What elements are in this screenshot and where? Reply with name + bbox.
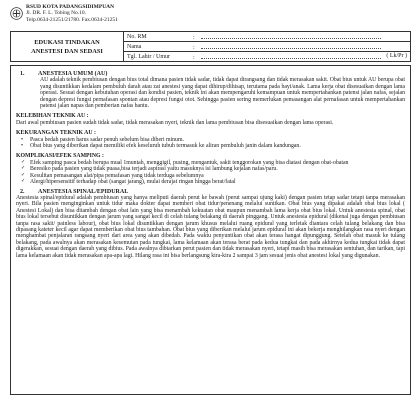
section-number: 2.: [20, 188, 25, 195]
hospital-logo-icon: [10, 7, 23, 20]
dotted-line: [201, 33, 381, 39]
hospital-address: Jl. DR. F. L. Tobing No.10.: [26, 10, 87, 17]
colon: :: [193, 44, 195, 51]
section-number: 1.: [20, 71, 25, 77]
hospital-header: [10, 4, 413, 31]
dotted-line: [201, 53, 381, 59]
patient-header-table: [10, 31, 411, 62]
list-item: ✓ Efek samping pasca bedah berupa mual 1muntah, menggigil, pusing, mengantuk, sakit tenggorokan yang bisa diatasi dengan obat-obatan: [30, 160, 405, 166]
hospital-name: RSUD KOTA PADANGSIDIMPUAN: [26, 4, 115, 10]
list-item: ✓ Alergi/hipersensitif terhadap obat (sangat jarang), mulai derajat ringan hingga berat/fatal: [30, 179, 405, 185]
colon: :: [193, 34, 195, 41]
nama-field[interactable]: [190, 42, 411, 52]
hospital-info: [26, 4, 118, 23]
content-box: [10, 65, 411, 395]
list-item: ✓ Beresiko pada pasien yang tidak puasa,bisa terjadi aspirasi yaitu masuknya isi lambung kejalan nafas/paru.: [30, 166, 405, 172]
colon: :: [193, 54, 195, 61]
section-heading: ANESTESIA SPINAL/EPIDURAL: [38, 188, 129, 195]
komplikasi-list: [16, 160, 405, 186]
section-body: AU adalah teknik pembiusan dengan bius total dimana pasien tidak sadar, tidak dapat dirangsang dan tidak merasakan sakit. Obat bius untuk AU berupa obat yang disuntikkan kedalam pembuluh darah atau zat anestesi yang dapat dihirup/dihisap, terutama pada bayi/anak. Lama kerja obat disesuaikan dengan lama operasi. Sesuai dengan kebutuhan operasi dan kondisi pasien, teknik ini akan mempengaruhi kemampuan untuk mempertahankan patensi jalan nafas, sejalan dengan depresi fungsi pernafasan spontan atau depresi fungsi otot. Sehingga pasien sering memerlukan pemasangan alat pernafasan untuk mempertahankan patensi jalan napas dan pemberian nafas bantu.: [40, 77, 405, 110]
list-item: • Obat bius yang diberikan dapat memiliki efek keseluruh tubuh termasuk ke aliran pembuluh janin dalam kandungan.: [30, 143, 405, 149]
tgl-lahir-field[interactable]: [190, 52, 411, 62]
dotted-line: [201, 43, 381, 49]
form-title-line1: EDUKASI TINDAKAN: [34, 38, 100, 46]
section-body: Anestesia spinal/epidural adalah pembiusan yang hanya meliputi daerah perut ke bawah (perut sampai ujung kaki) dengan pasien tetap sadar tetapi tanpa merasakan nyeri. Bila pasien menginginkan untuk tidur maka dokter dapat memberi obat tidur/penenang melalui suntikan. Obat bius yang dipakai adalah obat bius lokal ( Anestesi Lokal) dan bisa ditambah dengan obat lain yang bisa menambah kekuatan obat maupun menambah lama kerja obat bius lokal. Untuk anestesia spinal, obat bius lokal tersebut disuntikkan dengan jarum yang sangat kecil di celah tulang belakang di daerah pinggang. Untuk anestesia epidural (dikenal juga dengan pembiusan tanpa rasa sakit/ painless labour), obat bius lokal disuntikkan dengan jarum khusus melalui ruang epidural yang terletak diantara celah tulang belakang dan bisa dipasang kateter kecil agar dapat memberikan obat bius tambahan. Obat bius yang diberikan melalui jarum epidural ini akan bekerja menghilangkan rasa nyeri dengan menghambat penjalaran rangsang nyeri dari area yang akan dibedah. Pada waktu penyuntikan obat akan terasa hangat dipunggung. Setelah obat masuk ke tulang belakang, pada awalnya akan merasakan kesemutan pada tungkai, lama kelamaan akan terasa berat pada kedua tungkai dan pada akhirnya kedua tungkai tidak dapat digerakkan, sesuai dengan daerah yang dibius. Pada awalnya dibiarkan perut pasien dan tidak merasakan nyeri, tetapi masih bisa merasakan sentuhan, dan tarikan, tapi lama kelamaan akan tidak merasakan apa-apa lagi. Hilang rasa ini bisa berlangsung kira-kira 2 sampai 3 jam sesuai jenis obat anestesi lokal yang digunakan.: [16, 194, 405, 259]
form-title-line2: ANESTESI DAN SEDASI: [31, 47, 103, 55]
tgl-lahir-label: Tgl. Lahir / Umur: [124, 52, 191, 62]
list-item: • Pasca bedah pasien harus sadar penuh sebelum bisa diberi minum.: [30, 137, 405, 143]
list-item: ✓ Kesulitan pemasangan alat/pipa pemafasan yang tidak terduga sebelumnya: [30, 173, 405, 179]
hospital-phone: Telp.0634-21251/21780. Fax.0634-21251: [26, 16, 118, 23]
no-rm-label: No. RM: [124, 32, 191, 42]
komplikasi-title: KOMPLIKASI/EFEK SAMPING :: [16, 153, 104, 160]
form-title: [11, 32, 124, 62]
nama-label: Nama: [124, 42, 191, 52]
kekurangan-title: KEKURANGAN TEKNIK AU :: [16, 130, 96, 137]
section-heading: ANESTESIA UMUM (AU): [38, 71, 108, 77]
kelebihan-title: KELEBIHAN TEKNIK AU :: [16, 113, 89, 120]
gender-option: ( Lk/Pr ): [386, 52, 407, 59]
kelebihan-body: Dari awal pembiusan pasien sudah tidak sadar, tidak merasakan nyeri, teknik dan lama pembiusan bisa disesuaikan dengan lama operasi.: [16, 119, 334, 126]
kekurangan-list: [16, 137, 405, 150]
no-rm-field[interactable]: [190, 32, 411, 42]
